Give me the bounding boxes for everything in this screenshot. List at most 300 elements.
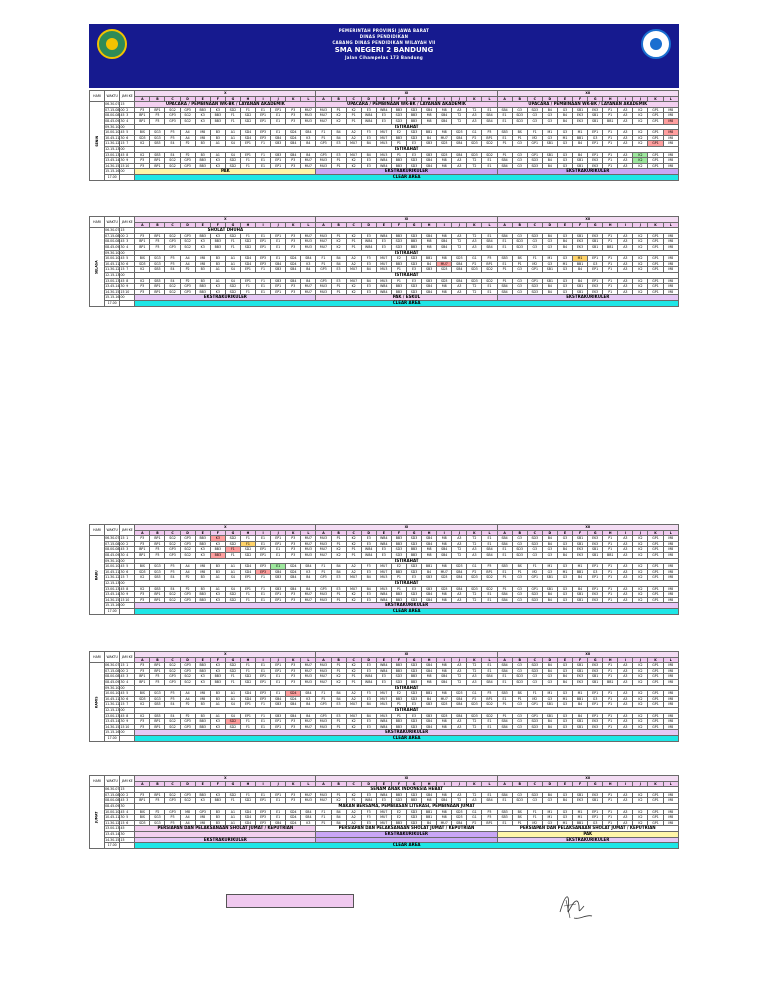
lesson-cell: P3	[150, 118, 165, 124]
lesson-cell: EP1	[588, 702, 603, 708]
lesson-cell: MU3	[316, 792, 331, 798]
lesson-cell: SB1	[542, 702, 557, 708]
lesson-cell: M8	[663, 552, 678, 558]
lesson-cell: G3	[512, 575, 527, 581]
lesson-cell: EK3	[573, 118, 588, 124]
lesson-cell: P1	[603, 233, 618, 239]
lesson-cell: WB4	[376, 663, 391, 669]
class-letter: B	[512, 657, 527, 663]
lesson-cell: EP1	[271, 541, 286, 547]
lesson-cell: E1	[256, 719, 271, 725]
lesson-cell: GP1	[648, 691, 663, 697]
lesson-cell: SD3	[391, 798, 406, 804]
lesson-cell: EP1	[588, 815, 603, 821]
jam-cell: 5	[120, 815, 135, 821]
lesson-cell: B4	[361, 278, 376, 284]
lesson-cell: SD4	[286, 564, 301, 570]
lesson-cell: K3	[301, 261, 316, 267]
lesson-cell: P1	[331, 724, 346, 730]
class-letter: K	[467, 530, 482, 536]
lesson-cell: SD3	[527, 158, 542, 164]
lesson-cell: M8	[663, 597, 678, 603]
lesson-cell: SD3	[527, 541, 542, 547]
lesson-cell: M8	[663, 536, 678, 542]
lesson-cell: G3	[557, 668, 572, 674]
class-letter: E	[557, 222, 572, 228]
lesson-cell: SD3	[467, 713, 482, 719]
jam-cell: 2	[120, 233, 135, 239]
lesson-cell: SB1	[573, 284, 588, 290]
lesson-cell: GP1	[648, 597, 663, 603]
class-letter: J	[633, 96, 648, 102]
lesson-cell: SB4	[422, 724, 437, 730]
lesson-cell: SB3	[271, 152, 286, 158]
lesson-cell: SB4	[437, 679, 452, 685]
lesson-cell: B4	[331, 696, 346, 702]
lesson-cell: B4	[573, 586, 588, 592]
class-xii-header: XII	[497, 217, 678, 223]
lesson-cell: M8	[422, 118, 437, 124]
lesson-cell: MU7	[376, 696, 391, 702]
lesson-cell: SD2	[225, 289, 240, 295]
lesson-cell: A3	[467, 679, 482, 685]
lesson-cell: SD3	[437, 575, 452, 581]
lesson-cell: SB4	[422, 663, 437, 669]
lesson-cell: EK3	[588, 668, 603, 674]
lesson-cell: EK3	[588, 592, 603, 598]
lesson-cell: A3	[618, 536, 633, 542]
clear-area-row-text: CLEAR AREA	[135, 300, 679, 306]
lesson-cell: E1	[482, 724, 497, 730]
lesson-cell: P1	[603, 691, 618, 697]
lesson-cell: F1	[225, 798, 240, 804]
lesson-cell: SD3	[391, 674, 406, 680]
lesson-cell: M8	[663, 679, 678, 685]
lesson-cell: M8	[195, 696, 210, 702]
lesson-cell: SD3	[512, 113, 527, 119]
lesson-cell: K2	[633, 597, 648, 603]
time-cell: 06.30-07.15	[105, 787, 125, 792]
lesson-cell: MU7	[437, 261, 452, 267]
istirahat-row-text: ISTIRAHAT	[135, 272, 679, 278]
lesson-cell: P1	[512, 135, 527, 141]
class-xi-header: XI	[316, 652, 497, 658]
hari-header: HARI	[90, 652, 105, 663]
lesson-cell: E3	[331, 586, 346, 592]
lesson-cell: GP1	[648, 674, 663, 680]
lesson-cell: MU3	[376, 713, 391, 719]
lesson-cell: G3	[588, 696, 603, 702]
lesson-cell: E1	[271, 130, 286, 136]
lesson-cell: B4	[557, 674, 572, 680]
clear-area-row-text: CLEAR AREA	[135, 608, 679, 614]
lesson-cell: M1	[573, 256, 588, 262]
lesson-cell: G3	[557, 267, 572, 273]
jamke-header: JAM KE	[120, 776, 135, 787]
lesson-cell: K2	[346, 233, 361, 239]
lesson-cell: B4	[361, 152, 376, 158]
lesson-cell: B4	[573, 702, 588, 708]
jam-cell: 8	[120, 152, 135, 158]
lesson-cell: P1	[316, 569, 331, 575]
class-letter: B	[512, 96, 527, 102]
split-banner-row	[90, 102, 679, 108]
lesson-cell: BB3	[391, 696, 406, 702]
lesson-cell: SD3	[406, 135, 421, 141]
lesson-cell: BB3	[210, 239, 225, 245]
lesson-cell: SB1	[542, 575, 557, 581]
lesson-cell: P1	[346, 113, 361, 119]
lesson-cell: SD3	[437, 152, 452, 158]
class-letter: E	[557, 657, 572, 663]
lesson-cell: E3	[361, 663, 376, 669]
lesson-cell: GP1	[648, 141, 663, 147]
lesson-cell: K2	[331, 552, 346, 558]
lesson-cell: G3	[512, 289, 527, 295]
lesson-cell: B4	[301, 575, 316, 581]
lesson-cell: T2	[452, 798, 467, 804]
lesson-cell: BS	[512, 564, 527, 570]
time-cell: 13.00-13.45	[105, 586, 125, 591]
lesson-cell: B3	[210, 569, 225, 575]
class-letter: I	[437, 96, 452, 102]
lesson-cell: E2	[391, 809, 406, 815]
lesson-cell: M8	[663, 267, 678, 273]
lesson-cell: E4	[165, 152, 180, 158]
lesson-cell: F3	[361, 691, 376, 697]
lesson-cell: WB4	[376, 289, 391, 295]
time-cell: 10.00-10.45	[105, 564, 125, 569]
lesson-cell: EP1	[588, 586, 603, 592]
lesson-cell: G3	[512, 163, 527, 169]
lesson-cell: K3	[210, 163, 225, 169]
lesson-cell: BP1	[150, 592, 165, 598]
lesson-cell: B4	[557, 798, 572, 804]
lesson-cell: SB3	[271, 586, 286, 592]
lesson-cell: MU7	[301, 289, 316, 295]
lesson-cell: P3	[165, 815, 180, 821]
lesson-cell: A2	[346, 564, 361, 570]
lesson-cell: BB3	[195, 163, 210, 169]
lesson-cell: MU3	[316, 668, 331, 674]
lesson-cell: GP3	[180, 284, 195, 290]
lesson-cell: B4	[542, 107, 557, 113]
lesson-cell: P3	[150, 552, 165, 558]
lesson-cell: K2	[633, 696, 648, 702]
lesson-cell: E3	[406, 152, 421, 158]
lesson-cell: M1	[573, 130, 588, 136]
lesson-cell: F1	[256, 152, 271, 158]
class-letter: F	[391, 530, 406, 536]
lesson-cell: P3	[150, 547, 165, 553]
lesson-cell: SB4	[497, 233, 512, 239]
lesson-cell: M8	[663, 575, 678, 581]
lesson-cell: B4	[301, 267, 316, 273]
lesson-cell: MU7	[301, 663, 316, 669]
jamke-header: JAM KE	[120, 91, 135, 102]
time-cell: 10.00-10.45	[105, 256, 125, 261]
lesson-cell: P1	[346, 798, 361, 804]
lesson-cell: G3	[588, 569, 603, 575]
lesson-cell: M1	[557, 569, 572, 575]
class-letter: K	[286, 222, 301, 228]
lesson-cell: P1	[603, 163, 618, 169]
lesson-cell: SB1	[573, 719, 588, 725]
lesson-cell: K2	[633, 792, 648, 798]
class-letter: D	[542, 96, 557, 102]
lesson-cell: SB4	[497, 719, 512, 725]
lesson-cell: E3	[406, 141, 421, 147]
lesson-cell: MU3	[301, 113, 316, 119]
jam-cell: 1	[120, 663, 135, 669]
lesson-cell: BB3	[391, 135, 406, 141]
lesson-cell: P3	[165, 256, 180, 262]
lesson-cell: SD3	[512, 679, 527, 685]
lesson-cell: BB3	[195, 233, 210, 239]
lesson-cell: F1	[240, 792, 255, 798]
lesson-cell: A3	[618, 552, 633, 558]
class-letter: H	[240, 530, 255, 536]
lesson-cell: BP1	[150, 719, 165, 725]
lesson-cell: SB1	[542, 713, 557, 719]
time-cell: 13.45-14.30	[105, 158, 125, 163]
lesson-cell: K2	[633, 141, 648, 147]
lesson-cell: A3	[467, 113, 482, 119]
lesson-cell: M1	[573, 809, 588, 815]
lesson-cell: G3	[512, 267, 527, 273]
upacara-xi: UPACARA / PEMBINAAN WK-BK / LAYANAN AKADEMIK	[316, 102, 497, 108]
lesson-cell: M8	[195, 820, 210, 826]
class-letter: C	[165, 657, 180, 663]
waktu-header: WAKTU	[105, 525, 120, 536]
lesson-cell: GP1	[648, 792, 663, 798]
time-cell: 06.30-07.15	[105, 102, 125, 107]
lesson-cell: M8	[663, 113, 678, 119]
lesson-cell: SB4	[422, 592, 437, 598]
lesson-cell: F1	[316, 815, 331, 821]
lesson-cell: P1	[603, 724, 618, 730]
lesson-cell: BP1	[482, 135, 497, 141]
lesson-cell: SD3	[527, 724, 542, 730]
lesson-cell: F1	[240, 284, 255, 290]
lesson-cell: A4	[180, 691, 195, 697]
lesson-cell: EK3	[573, 674, 588, 680]
lesson-cell: SD3	[391, 244, 406, 250]
lesson-cell: BB3	[391, 592, 406, 598]
lesson-cell: BB3	[210, 679, 225, 685]
lesson-cell: K2	[135, 152, 150, 158]
lesson-cell: K2	[633, 244, 648, 250]
lesson-cell: MU3	[376, 267, 391, 273]
lesson-cell: WB4	[376, 284, 391, 290]
lesson-cell: P1	[603, 597, 618, 603]
lesson-cell: SB4	[452, 586, 467, 592]
ekstra-xii: EKSTRAKURIKULER	[497, 295, 678, 301]
lesson-cell: SB4	[301, 564, 316, 570]
lesson-cell: M8	[437, 719, 452, 725]
lesson-cell: MU7	[301, 163, 316, 169]
lesson-cell: GP1	[648, 278, 663, 284]
lesson-cell: SD3	[437, 713, 452, 719]
lesson-cell: P2	[180, 702, 195, 708]
lesson-cell: G3	[557, 284, 572, 290]
lesson-cell: B4	[542, 163, 557, 169]
lesson-cell: M8	[663, 564, 678, 570]
class-letter: H	[422, 781, 437, 787]
lesson-cell: K3	[210, 541, 225, 547]
lesson-cell: MU3	[316, 284, 331, 290]
lesson-cell: G3	[557, 702, 572, 708]
lesson-cell: SD3	[467, 152, 482, 158]
lesson-cell: G3	[512, 233, 527, 239]
lesson-cell: SB1	[542, 586, 557, 592]
jam-cell	[120, 843, 135, 849]
lesson-cell: SD2	[225, 724, 240, 730]
time-cell: 13.45-14.30	[105, 284, 125, 289]
lesson-cell: MU3	[376, 141, 391, 147]
lesson-cell: M1	[542, 691, 557, 697]
day-label: KAMIS	[90, 663, 105, 741]
lesson-cell: BB3	[195, 597, 210, 603]
lesson-cell: BB1	[573, 696, 588, 702]
lesson-cell: A3	[618, 158, 633, 164]
lesson-cell: SB4	[422, 792, 437, 798]
class-letter: B	[331, 222, 346, 228]
lesson-cell: GP1	[648, 113, 663, 119]
lesson-cell: SD2	[240, 547, 255, 553]
class-letter: J	[452, 96, 467, 102]
lesson-cell: SG3	[150, 564, 165, 570]
lesson-cell: F3	[361, 815, 376, 821]
lesson-cell: E3	[361, 541, 376, 547]
lesson-cell: BB3	[210, 798, 225, 804]
lesson-cell: BB3	[210, 118, 225, 124]
lesson-cell: EP1	[271, 719, 286, 725]
lesson-cell: BP1	[150, 597, 165, 603]
waktu-header: WAKTU	[105, 91, 120, 102]
lesson-cell: P3	[286, 552, 301, 558]
lesson-cell: G3	[557, 719, 572, 725]
lesson-cell: P3	[165, 691, 180, 697]
lesson-cell: SD2	[482, 141, 497, 147]
lesson-cell: SD2	[225, 592, 240, 598]
lesson-cell: SB4	[422, 719, 437, 725]
lesson-cell: SD3	[406, 564, 421, 570]
lesson-cell: GP1	[648, 668, 663, 674]
lesson-cell: G3	[542, 569, 557, 575]
lesson-cell: EK3	[573, 244, 588, 250]
lesson-cell: K2	[346, 719, 361, 725]
class-letter: D	[542, 530, 557, 536]
lesson-cell: WB4	[361, 239, 376, 245]
lesson-cell: GP1	[648, 809, 663, 815]
lesson-cell: P3	[135, 158, 150, 164]
lesson-cell: MU3	[301, 552, 316, 558]
jumat-xi: PERSIAPAN DAN PELAKSANAAN SHOLAT JUMAT / KEPUTRIAN	[316, 826, 497, 832]
lesson-cell: SB3	[497, 130, 512, 136]
lesson-cell: E3	[376, 118, 391, 124]
class-letter: J	[633, 222, 648, 228]
lesson-cell: MU7	[376, 815, 391, 821]
lesson-cell: P3	[482, 130, 497, 136]
lesson-cell: E1	[271, 239, 286, 245]
lesson-cell: E3	[331, 267, 346, 273]
lesson-cell: SD3	[406, 289, 421, 295]
lesson-cell: SD3	[452, 130, 467, 136]
lesson-cell: P1	[603, 152, 618, 158]
lesson-cell: BP1	[150, 163, 165, 169]
lesson-cell: P2	[150, 809, 165, 815]
lesson-cell: S4	[225, 713, 240, 719]
lesson-cell: MU3	[376, 575, 391, 581]
lesson-cell: BB3	[391, 536, 406, 542]
lesson-cell: G3	[557, 597, 572, 603]
time-cell: 08.00-08.45	[105, 239, 125, 244]
time-cell: 08.45-09.30	[105, 552, 125, 557]
lesson-cell: SB4	[497, 289, 512, 295]
class-letter: A	[135, 781, 150, 787]
lesson-cell: P3	[286, 541, 301, 547]
lesson-cell: T2	[467, 158, 482, 164]
lesson-cell: EP3	[256, 696, 271, 702]
lesson-cell: GP1	[527, 278, 542, 284]
lesson-cell: MU7	[316, 244, 331, 250]
lesson-cell: P3	[135, 592, 150, 598]
lesson-cell: G1	[467, 815, 482, 821]
time-cell: 13.00-13.45	[105, 826, 125, 831]
lesson-cell: M8	[422, 679, 437, 685]
jam-cell: 5	[120, 691, 135, 697]
lesson-cell: GP1	[648, 118, 663, 124]
lesson-cell: E3	[361, 597, 376, 603]
lesson-cell: SB4	[497, 668, 512, 674]
lesson-cell: SD3	[452, 809, 467, 815]
jam-cell: 9	[120, 592, 135, 598]
time-cell: 11.30-12.15	[105, 702, 125, 707]
lesson-cell: SD3	[406, 569, 421, 575]
class-letter: L	[301, 222, 316, 228]
lesson-cell: K3	[195, 674, 210, 680]
lesson-cell: BB1	[422, 691, 437, 697]
lesson-cell: M8	[437, 130, 452, 136]
lesson-cell: GP3	[165, 239, 180, 245]
lesson-cell: SD3	[437, 267, 452, 273]
jam-cell: 2	[120, 541, 135, 547]
lesson-cell: MU3	[316, 158, 331, 164]
class-letter: B	[331, 530, 346, 536]
lesson-cell: A1	[225, 815, 240, 821]
lesson-cell: SB1	[573, 107, 588, 113]
lesson-cell: A3	[452, 289, 467, 295]
lesson-cell: P1	[603, 719, 618, 725]
lesson-cell: E1	[271, 564, 286, 570]
lesson-cell: GP3	[165, 118, 180, 124]
lesson-cell: SD3	[406, 663, 421, 669]
lesson-cell: K2	[633, 107, 648, 113]
lesson-cell: B4	[422, 261, 437, 267]
lesson-cell: A3	[452, 597, 467, 603]
lesson-cell: E1	[497, 679, 512, 685]
lesson-cell: M1	[557, 696, 572, 702]
lesson-cell: K3	[210, 668, 225, 674]
lesson-cell: GP3	[180, 719, 195, 725]
jam-cell: 6	[120, 820, 135, 826]
lesson-cell: MU7	[346, 141, 361, 147]
lesson-cell: M8	[437, 158, 452, 164]
time-cell: 08.00-08.45	[105, 798, 125, 803]
lesson-cell: B4	[361, 141, 376, 147]
lesson-cell: E2	[391, 564, 406, 570]
